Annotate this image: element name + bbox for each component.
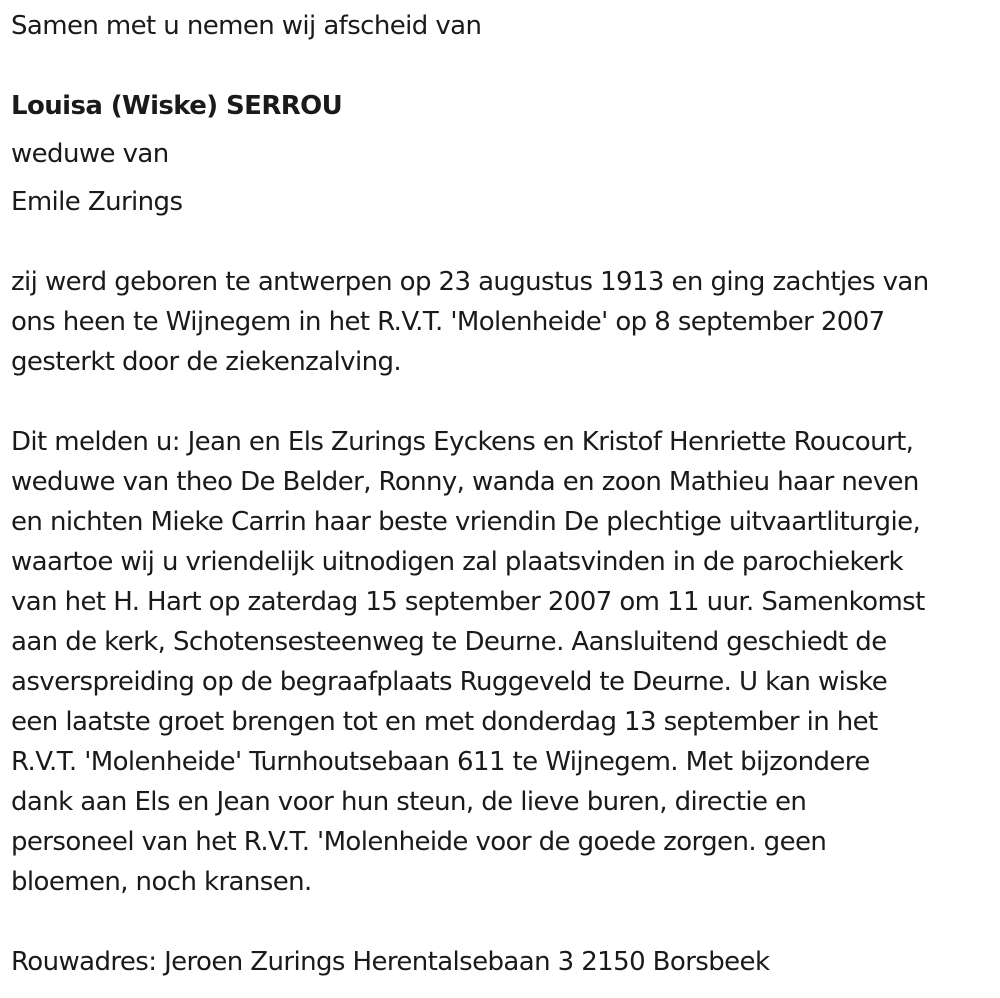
paragraph-line: ons heen te Wijnegem in het R.V.T. 'Molenheide' op 8 september 2007 — [11, 307, 885, 337]
announcement-paragraph — [11, 422, 925, 902]
paragraph-line: asverspreiding op de begraafplaats Ruggeveld te Deurne. U kan wiske — [11, 667, 888, 697]
birth-death-paragraph — [11, 262, 929, 382]
paragraph-line: zij werd geboren te antwerpen op 23 augustus 1913 en ging zachtjes van — [11, 267, 929, 297]
mourning-address: Rouwadres: Jeroen Zurings Herentalsebaan 3 2150 Borsbeek — [11, 947, 770, 977]
spouse-name: Emile Zurings — [11, 187, 183, 217]
paragraph-line: bloemen, noch kransen. — [11, 867, 312, 897]
paragraph-line: dank aan Els en Jean voor hun steun, de lieve buren, directie en — [11, 787, 807, 817]
intro-text: Samen met u nemen wij afscheid van — [11, 11, 482, 41]
paragraph-line: gesterkt door de ziekenzalving. — [11, 347, 402, 377]
relation-text: weduwe van — [11, 139, 169, 169]
paragraph-line: aan de kerk, Schotensesteenweg te Deurne. Aansluitend geschiedt de — [11, 627, 887, 657]
paragraph-line: R.V.T. 'Molenheide' Turnhoutsebaan 611 te Wijnegem. Met bijzondere — [11, 747, 870, 777]
deceased-name: Louisa (Wiske) SERROU — [11, 91, 343, 121]
paragraph-line: Dit melden u: Jean en Els Zurings Eyckens en Kristof Henriette Roucourt, — [11, 427, 914, 457]
paragraph-line: en nichten Mieke Carrin haar beste vriendin De plechtige uitvaartliturgie, — [11, 507, 921, 537]
paragraph-line: personeel van het R.V.T. 'Molenheide voor de goede zorgen. geen — [11, 827, 827, 857]
paragraph-line: van het H. Hart op zaterdag 15 september 2007 om 11 uur. Samenkomst — [11, 587, 925, 617]
paragraph-line: een laatste groet brengen tot en met donderdag 13 september in het — [11, 707, 878, 737]
paragraph-line: weduwe van theo De Belder, Ronny, wanda en zoon Mathieu haar neven — [11, 467, 919, 497]
paragraph-line: waartoe wij u vriendelijk uitnodigen zal plaatsvinden in de parochiekerk — [11, 547, 904, 577]
